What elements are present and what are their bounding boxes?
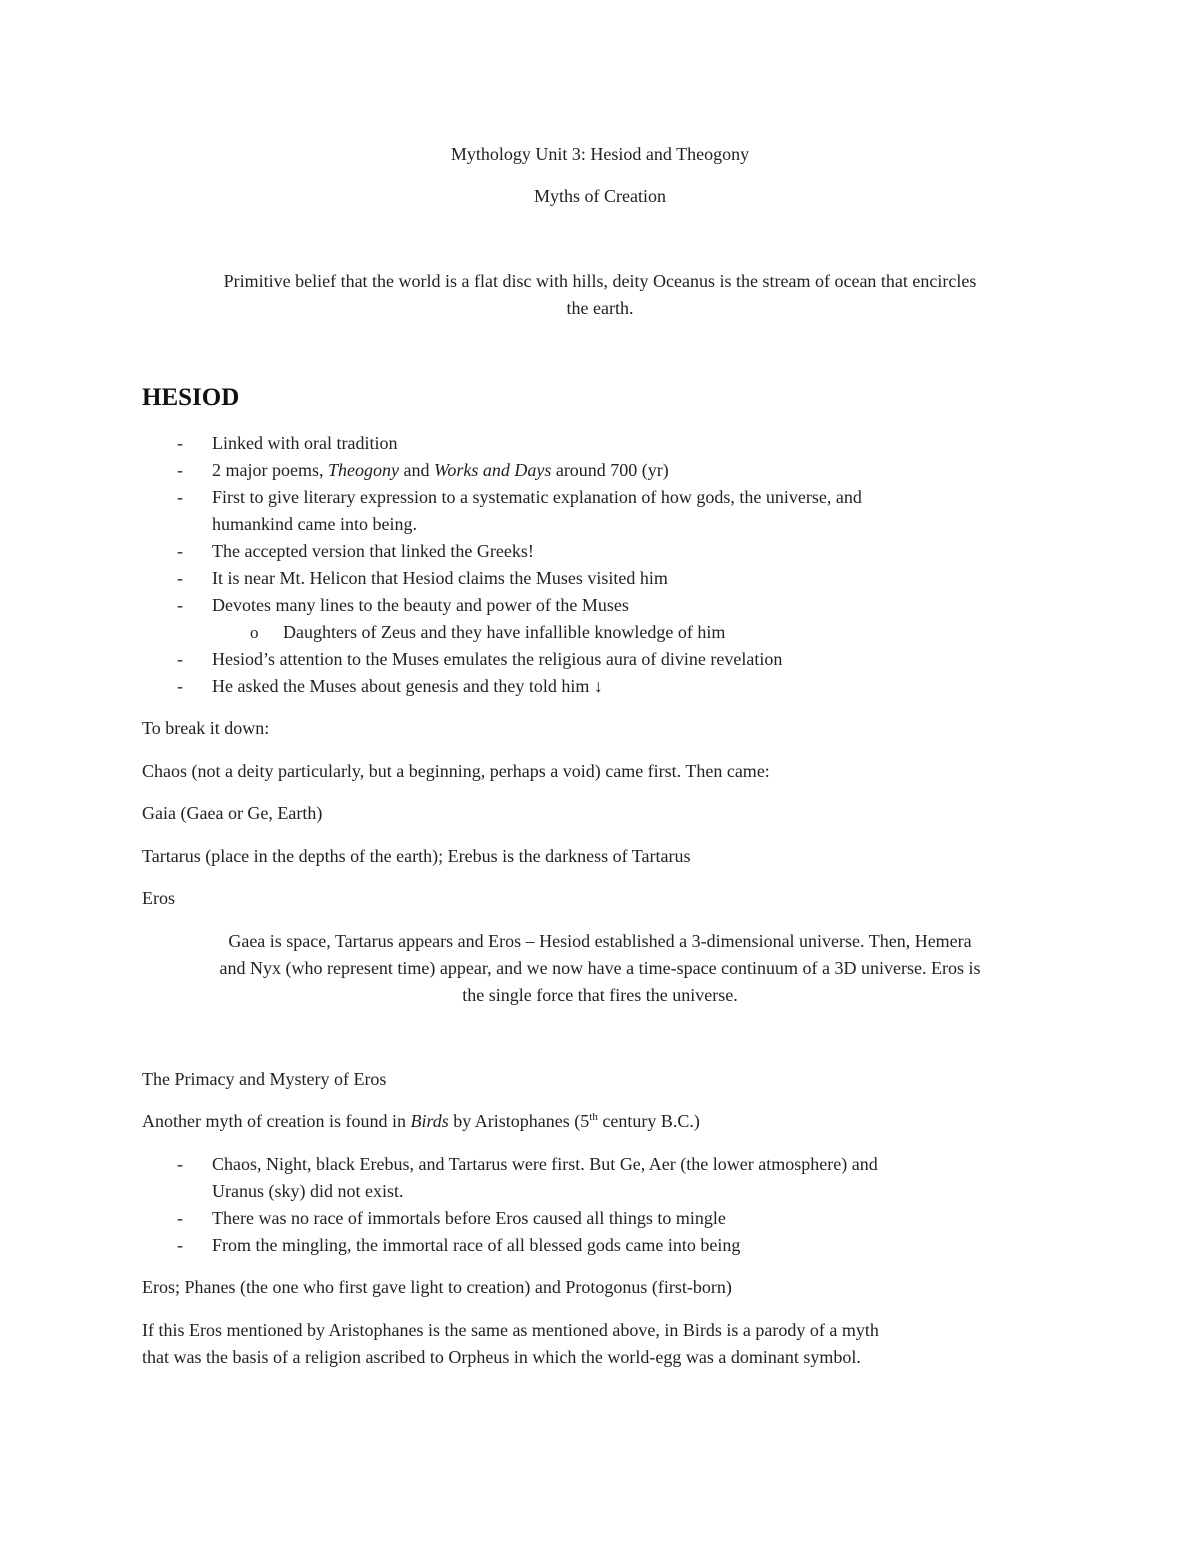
hesiod-bullet-1: Linked with oral tradition: [212, 433, 398, 453]
eros-bullet-2: There was no race of immortals before Eros caused all things to mingle: [212, 1208, 726, 1228]
breakdown-chaos: Chaos (not a deity particularly, but a beginning, perhaps a void) came first. Then came:: [142, 761, 770, 781]
hesiod-heading: HESIOD: [142, 384, 240, 411]
bullet-marker: -: [177, 541, 183, 561]
breakdown-intro: To break it down:: [142, 718, 270, 738]
hesiod-bullet-7: Hesiod’s attention to the Muses emulates the religious aura of divine revelation: [212, 649, 783, 669]
breakdown-eros: Eros: [142, 888, 175, 908]
document-title: Mythology Unit 3: Hesiod and Theogony: [450, 144, 750, 164]
breakdown-tartarus: Tartarus (place in the depths of the earth); Erebus is the darkness of Tartarus: [142, 846, 691, 866]
hesiod-bullet-4: The accepted version that linked the Greeks!: [212, 541, 534, 561]
hesiod-sub-bullet-1: Daughters of Zeus and they have infallible knowledge of him: [283, 622, 726, 642]
poem-title-works-and-days: Works and Days: [433, 460, 552, 480]
eros-orpheus-line-1: If this Eros mentioned by Aristophanes is the same as mentioned above, in Birds is a parody of a myth: [142, 1320, 879, 1340]
eros-bullet-1-line-2: Uranus (sky) did not exist.: [212, 1181, 404, 1201]
intro-line-2: the earth.: [566, 298, 634, 318]
eros-section-heading: The Primacy and Mystery of Eros: [142, 1069, 387, 1089]
hesiod-bullet-6: Devotes many lines to the beauty and power of the Muses: [212, 595, 629, 615]
bullet-marker: -: [177, 1154, 183, 1174]
hesiod-bullet-2: 2 major poems, Theogony and Works and Days around 700 (yr): [212, 460, 669, 480]
bullet-marker: -: [177, 460, 183, 480]
document-subtitle: Myths of Creation: [534, 186, 666, 206]
hesiod-bullet-5: It is near Mt. Helicon that Hesiod claims the Muses visited him: [212, 568, 668, 588]
hesiod-bullet-8: He asked the Muses about genesis and they told him ↓: [212, 676, 603, 696]
bullet-marker: -: [177, 1208, 183, 1228]
sub-bullet-marker: o: [250, 623, 259, 642]
summary-line-2: and Nyx (who represent time) appear, and we now have a time-space continuum of a 3D universe. Eros is: [219, 958, 981, 978]
bullet-marker: -: [177, 595, 183, 615]
eros-bullet-1-line-1: Chaos, Night, black Erebus, and Tartarus were first. But Ge, Aer (the lower atmosphere) and: [212, 1154, 878, 1174]
bullet-marker: -: [177, 433, 183, 453]
bullet-marker: -: [177, 649, 183, 669]
intro-line-1: Primitive belief that the world is a flat disc with hills, deity Oceanus is the stream of ocean that encircles: [223, 271, 977, 291]
hesiod-bullet-3-line-1: First to give literary expression to a systematic explanation of how gods, the universe, and: [212, 487, 862, 507]
eros-orpheus-line-2: that was the basis of a religion ascribed to Orpheus in which the world-egg was a dominant symbol.: [142, 1347, 861, 1367]
bullet-marker: -: [177, 487, 183, 507]
bullet-marker: -: [177, 1235, 183, 1255]
hesiod-bullet-3-line-2: humankind came into being.: [212, 514, 417, 534]
poem-title-theogony: Theogony: [327, 460, 399, 480]
bullet-marker: -: [177, 568, 183, 588]
eros-phanes-paragraph: Eros; Phanes (the one who first gave light to creation) and Protogonus (first-born): [142, 1277, 732, 1297]
breakdown-gaia: Gaia (Gaea or Ge, Earth): [142, 803, 323, 823]
work-title-birds: Birds: [410, 1111, 449, 1131]
bullet-marker: -: [177, 676, 183, 696]
eros-bullet-3: From the mingling, the immortal race of all blessed gods came into being: [212, 1235, 741, 1255]
summary-line-1: Gaea is space, Tartarus appears and Eros – Hesiod established a 3-dimensional universe. Then, Hemera: [228, 931, 972, 951]
eros-birds-paragraph: Another myth of creation is found in Birds by Aristophanes (5th century B.C.): [142, 1111, 700, 1131]
summary-line-3: the single force that fires the universe.: [462, 985, 738, 1005]
